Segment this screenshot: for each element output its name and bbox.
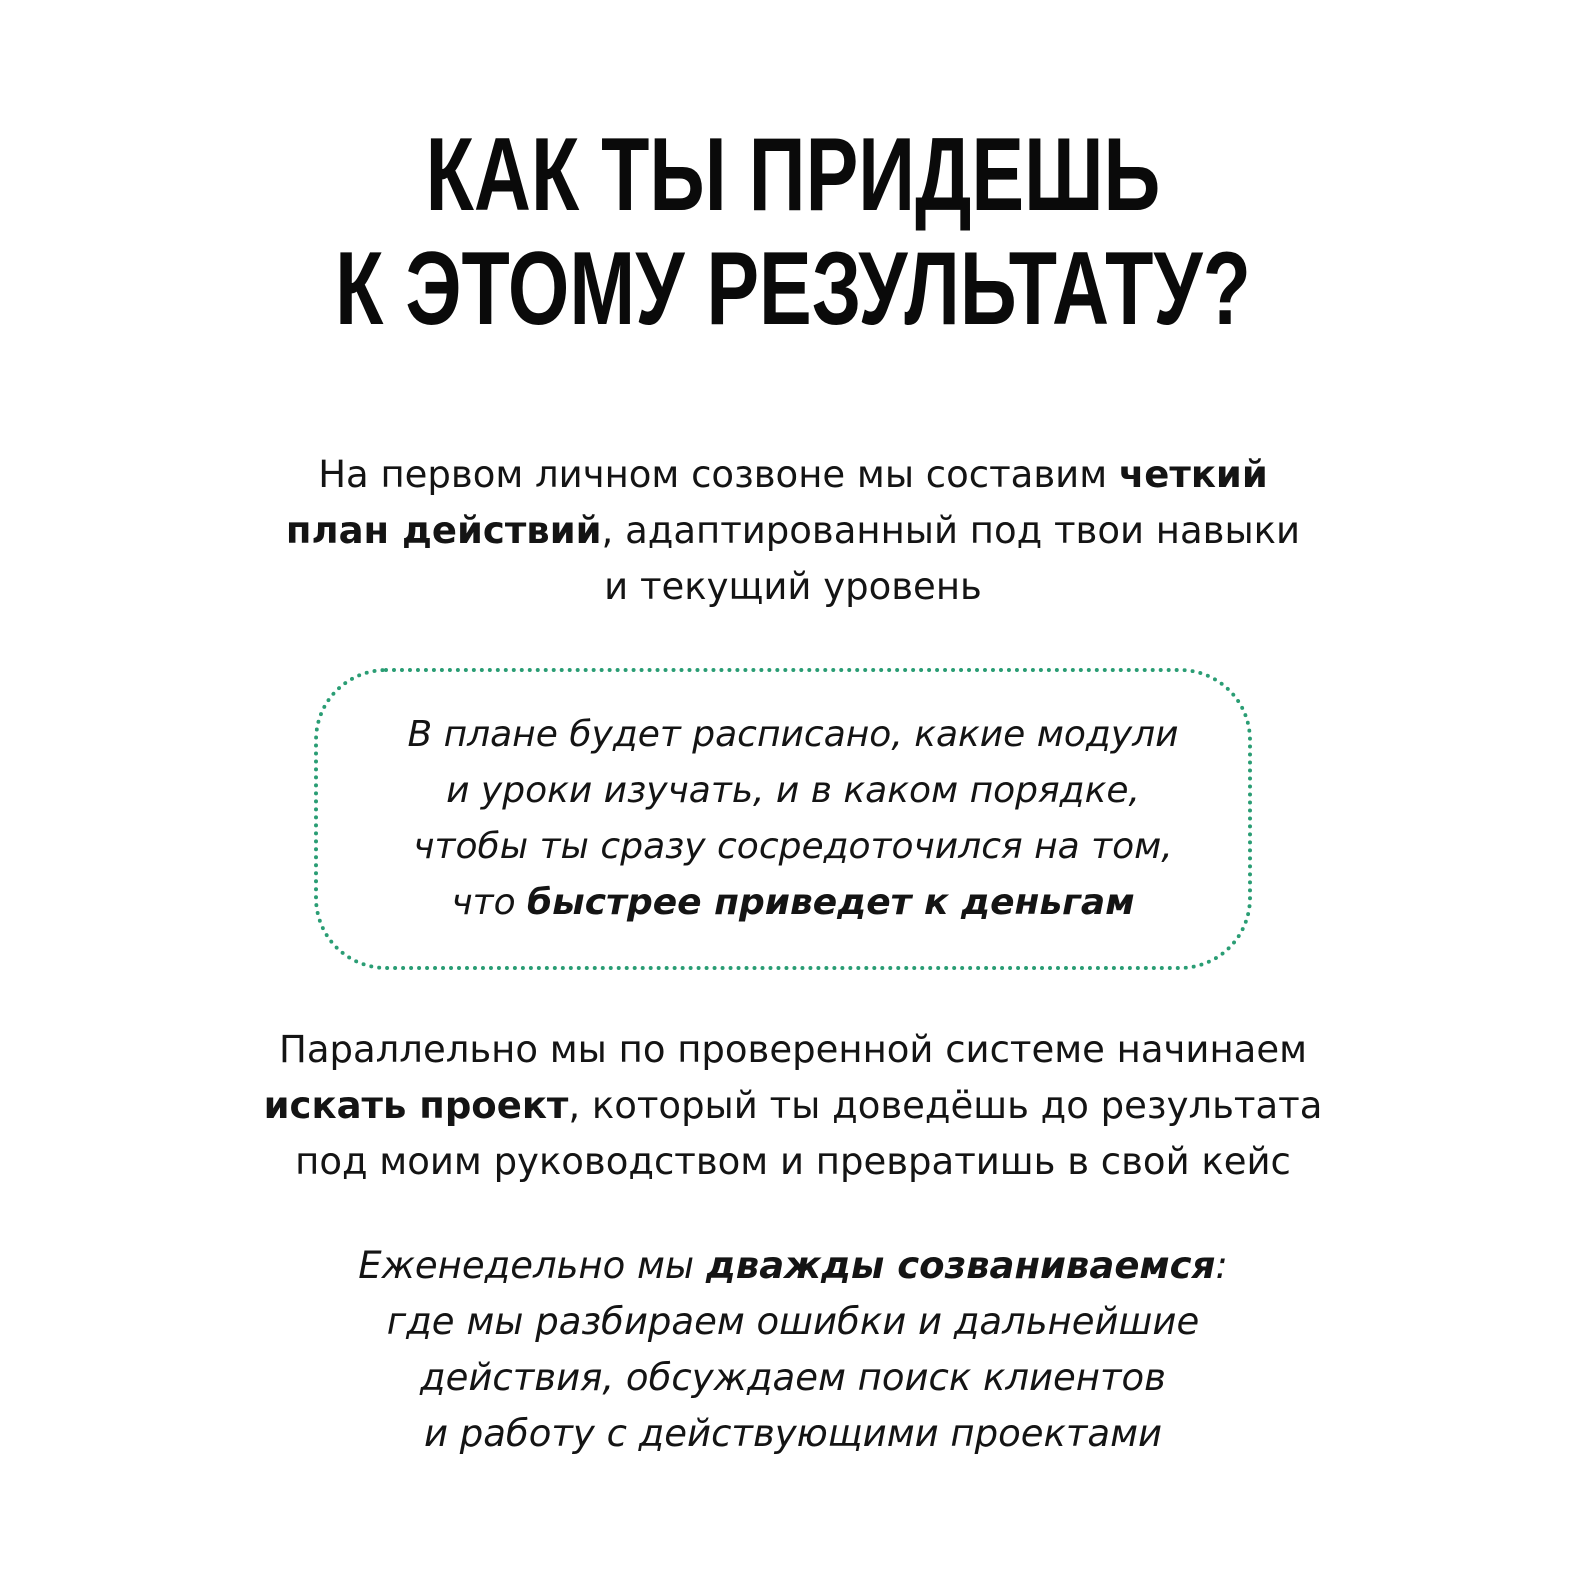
intro-line-1 [0, 447, 1586, 503]
weekly-line-2: где мы разбираем ошибки и дальнейшие [386, 1300, 1200, 1343]
parallel-line-2 [0, 1078, 1586, 1134]
weekly-line-3: действия, обсуждаем поиск клиентов [420, 1356, 1166, 1399]
weekly-line-4: и работу с действующими проектами [423, 1412, 1163, 1455]
weekly-bold-1: дважды созваниваемся [705, 1244, 1216, 1287]
intro-line-2 [0, 503, 1586, 559]
intro-text-1: На первом личном созвоне мы составим [318, 453, 1119, 496]
callout-text-4: что [451, 882, 528, 923]
weekly-paragraph [0, 1238, 1586, 1462]
callout-bold-4: быстрее приведет к деньгам [527, 882, 1135, 923]
parallel-line-1: Параллельно мы по проверенной системе начинаем [279, 1028, 1307, 1071]
title-line-2: К ЭТОМУ РЕЗУЛЬТАТУ? [335, 231, 1251, 347]
parallel-text-2: , который ты доведёшь до результата [568, 1084, 1323, 1127]
plan-callout-text [0, 707, 1586, 931]
weekly-text-1: Еженедельно мы [358, 1244, 706, 1287]
intro-paragraph [0, 447, 1586, 615]
intro-text-2: , адаптированный под твои навыки [601, 509, 1301, 552]
parallel-line-3: под моим руководством и превратишь в свой кейс [295, 1140, 1291, 1183]
callout-line-1: В плане будет расписано, какие модули [407, 714, 1179, 755]
weekly-tail-1: : [1215, 1244, 1228, 1287]
callout-line-3: чтобы ты сразу сосредоточился на том, [413, 826, 1173, 867]
parallel-bold-2: искать проект [263, 1084, 569, 1127]
intro-bold-2: план действий [285, 509, 602, 552]
callout-line-4 [0, 875, 1586, 931]
callout-line-2: и уроки изучать, и в каком порядке, [446, 770, 1140, 811]
parallel-paragraph [0, 1022, 1586, 1190]
intro-line-3: и текущий уровень [604, 565, 982, 608]
page-title [0, 118, 1586, 346]
weekly-line-1 [0, 1238, 1586, 1294]
title-line-1: КАК ТЫ ПРИДЕШЬ [425, 117, 1161, 233]
intro-bold-1: четкий [1118, 453, 1268, 496]
